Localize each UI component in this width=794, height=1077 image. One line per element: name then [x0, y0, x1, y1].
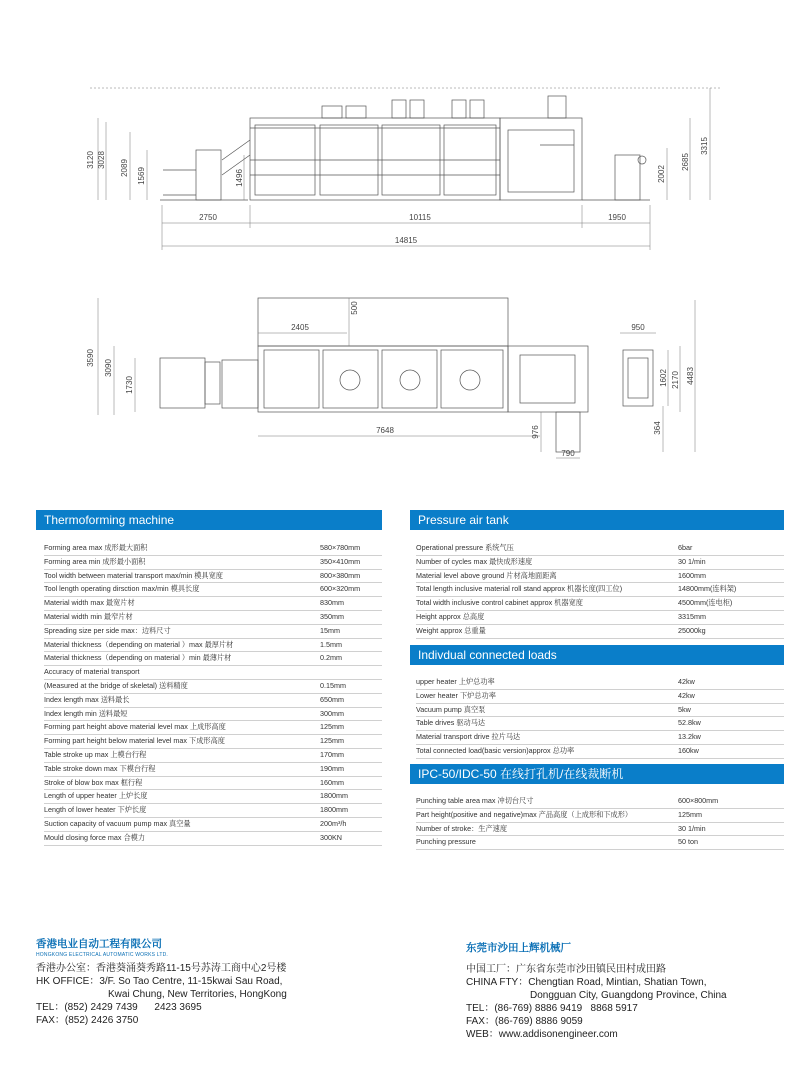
thermo-spec-table [44, 542, 382, 846]
spec-value: 190mm [320, 763, 344, 773]
spec-value: 25000kg [678, 625, 706, 635]
thermo-spec-row [44, 832, 382, 846]
spec-value: 6bar [678, 543, 693, 552]
dim-2405: 2405 [291, 323, 309, 332]
thermo-spec-row [44, 721, 382, 735]
top-view-dimension-lines [98, 298, 695, 458]
spec-label: Table drives 驱动马达 [416, 718, 486, 728]
spec-value: 42kw [678, 690, 695, 700]
spec-label: Forming area max 成形最大面积 [44, 543, 148, 552]
dim-1950: 1950 [608, 213, 626, 222]
dim-976: 976 [531, 425, 540, 439]
cn-fax: FAX：(86-769) 8886 9059 [466, 1016, 583, 1027]
spec-value: 125mm [320, 736, 344, 746]
spec-value: 15mm [320, 625, 340, 635]
hk-tel: TEL：(852) 2429 7439 2423 3695 [36, 1002, 202, 1013]
cn-factory-cn: 中国工厂：广东省东莞市沙田镇民田村成田路 [466, 964, 666, 975]
pressure-spec-table [416, 542, 784, 639]
spec-value: 5kw [678, 704, 691, 714]
dim-3315: 3315 [700, 137, 709, 155]
spec-label: Vacuum pump 真空泵 [416, 704, 486, 714]
cn-tel: TEL：(86-769) 8886 9419 8868 5917 [466, 1003, 638, 1014]
dim-950: 950 [631, 323, 645, 332]
thermo-spec-row [44, 749, 382, 763]
spec-label: Total length inclusive material roll stand approx 机器长度(四工位) [416, 584, 623, 594]
side-view-dimension-lines [90, 88, 720, 250]
spec-value: 30 1/min [678, 556, 706, 566]
dim-14815: 14815 [394, 236, 418, 245]
dim-2002: 2002 [657, 165, 666, 183]
spec-value: 1600mm [678, 570, 706, 580]
ipc-spec-row [416, 795, 784, 809]
spec-label: Accuracy of material transport [44, 667, 140, 677]
spec-value: 300mm [320, 708, 344, 718]
dim-500: 500 [350, 301, 359, 315]
loads-spec-row [416, 745, 784, 759]
spec-value: 1800mm [320, 791, 348, 801]
spec-label: Total connected load(basic version)approx 总功率 [416, 745, 575, 755]
spec-value: 800×380mm [320, 570, 361, 580]
dim-3590: 3590 [86, 349, 95, 367]
thermo-spec-row [44, 694, 382, 708]
thermo-spec-row [44, 639, 382, 653]
hk-company-name: 香港电业自动工程有限公司 [36, 938, 162, 950]
dim-1602: 1602 [659, 369, 668, 387]
dim-1569: 1569 [137, 167, 146, 185]
pressure-spec-row [416, 597, 784, 611]
spec-label: Material thickness（depending on material ）max 最厚片材 [44, 639, 234, 649]
loads-spec-row [416, 731, 784, 745]
dim-2750: 2750 [199, 213, 217, 222]
cn-company-name: 东莞市沙田上辉机械厂 [466, 942, 571, 954]
thermo-spec-row [44, 542, 382, 556]
spec-label: Total width inclusive control cabinet approx 机器宽度 [416, 598, 583, 608]
spec-value: 13.2kw [678, 732, 701, 742]
ipc-spec-table [416, 795, 784, 850]
spec-value: 14800mm(连料架) [678, 584, 737, 594]
loads-spec-row [416, 690, 784, 704]
thermo-spec-row [44, 680, 382, 694]
dim-1496: 1496 [235, 169, 244, 187]
hk-office-en-1: HK OFFICE：3/F. So Tao Centre, 11-15kwai Sau Road, [36, 976, 283, 987]
ipc-spec-row [416, 809, 784, 823]
spec-label: Index length min 送料最短 [44, 708, 128, 718]
spec-value: 350×410mm [320, 556, 361, 566]
spec-value: 600×320mm [320, 584, 361, 594]
spec-value: 125mm [678, 809, 702, 819]
thermo-spec-row [44, 556, 382, 570]
cn-company-block [466, 942, 786, 1041]
spec-value: 125mm [320, 722, 344, 732]
side-view-machine [160, 96, 650, 200]
spec-value: 0.15mm [320, 680, 346, 690]
spec-value: 1800mm [320, 805, 348, 815]
spec-value: 580×780mm [320, 543, 361, 552]
technical-drawing [0, 0, 794, 480]
spec-label: Material width min 最窄片材 [44, 611, 133, 621]
dim-3120: 3120 [86, 151, 95, 169]
spec-value: 170mm [320, 749, 344, 759]
hk-office-cn: 香港办公室：香港葵涌葵秀路11-15号苏涛工商中心2号楼 [36, 963, 287, 974]
spec-value: 30 1/min [678, 823, 706, 833]
thermo-spec-row [44, 666, 382, 680]
spec-value: 0.2mm [320, 653, 342, 663]
spec-label: Height approx 总高度 [416, 611, 485, 621]
dim-2685: 2685 [681, 153, 690, 171]
dim-2089: 2089 [120, 159, 129, 177]
spec-label: Part height(positive and negative)max 产品高度（上成形和下成形） [416, 809, 633, 819]
spec-label: Material thickness（depending on material ）min 最薄片材 [44, 653, 232, 663]
thermo-header: Thermoforming machine [36, 510, 382, 530]
thermo-spec-row [44, 583, 382, 597]
spec-label: Stroke of blow box max 框行程 [44, 777, 143, 787]
thermo-spec-row [44, 652, 382, 666]
spec-label: Tool width between material transport max/min 模具宽度 [44, 570, 223, 580]
spec-value: 650mm [320, 694, 344, 704]
spec-value: 350mm [320, 611, 344, 621]
thermo-spec-row [44, 570, 382, 584]
loads-header: Indivdual connected loads [410, 645, 784, 665]
loads-spec-row [416, 676, 784, 690]
loads-spec-row [416, 717, 784, 731]
spec-label: (Measured at the bridge of skeletal) 送料精度 [44, 680, 188, 690]
spec-label: Material width max 最宽片材 [44, 598, 135, 608]
dim-1730: 1730 [125, 376, 134, 394]
spec-label: Punching pressure [416, 837, 476, 847]
spec-value: 300KN [320, 832, 342, 842]
spec-value: 50 ton [678, 837, 698, 847]
spec-value: 52.8kw [678, 718, 701, 728]
spec-label: Forming part height above material level max 上成形高度 [44, 722, 226, 732]
cn-web: WEB：www.addisonengineer.com [466, 1029, 618, 1040]
loads-spec-table [416, 676, 784, 759]
spec-label: Number of cycles max 最快成形速度 [416, 556, 533, 566]
dim-4483: 4483 [686, 367, 695, 385]
thermo-spec-row [44, 625, 382, 639]
spec-label: Number of stroke：生产速度 [416, 823, 508, 833]
pressure-spec-row [416, 583, 784, 597]
dim-790: 790 [561, 449, 575, 458]
spec-label: Weight approx 总重量 [416, 625, 486, 635]
spec-value: 200m³/h [320, 818, 347, 828]
spec-label: Spreading size per side max：边料尺寸 [44, 625, 171, 635]
pressure-spec-row [416, 556, 784, 570]
hk-company-name-en: HONGKONG ELECTRICAL AUTOMATIC WORKS LTD. [36, 952, 168, 958]
ipc-spec-row [416, 823, 784, 837]
spec-label: Suction capacity of vacuum pump max 真空量 [44, 818, 191, 828]
ipc-spec-row [416, 836, 784, 850]
spec-label: Tool length operating dirsction max/min 模具长度 [44, 584, 200, 594]
cn-factory-en-2: Dongguan City, Guangdong Province, China [530, 990, 727, 1001]
thermo-spec-row [44, 735, 382, 749]
thermo-spec-row [44, 790, 382, 804]
spec-label: Lower heater 下炉总功率 [416, 690, 496, 700]
thermo-spec-row [44, 804, 382, 818]
spec-value: 160kw [678, 745, 699, 755]
spec-value: 42kw [678, 677, 695, 686]
hk-fax: FAX：(852) 2426 3750 [36, 1015, 139, 1026]
spec-label: Material level above ground 片材高地面距离 [416, 570, 557, 580]
hk-company-block [36, 938, 376, 1027]
spec-label: Operational pressure 系统气压 [416, 543, 514, 552]
spec-value: 4500mm(连电柜) [678, 598, 733, 608]
thermo-spec-row [44, 818, 382, 832]
pressure-header: Pressure air tank [410, 510, 784, 530]
pressure-spec-row [416, 542, 784, 556]
thermo-spec-row [44, 597, 382, 611]
pressure-spec-row [416, 570, 784, 584]
ipc-header: IPC-50/IDC-50 在线打孔机/在线裁断机 [410, 764, 784, 784]
spec-value: 3315mm [678, 611, 706, 621]
spec-label: Length of lower heater 下炉长度 [44, 805, 147, 815]
dim-364: 364 [653, 421, 662, 435]
spec-value: 830mm [320, 598, 344, 608]
spec-label: Mould closing force max 合模力 [44, 832, 146, 842]
thermo-spec-row [44, 611, 382, 625]
hk-office-en-2: Kwai Chung, New Territories, HongKong [108, 989, 287, 1000]
spec-label: Forming part height below material level max 下成形高度 [44, 736, 225, 746]
dim-7648: 7648 [376, 426, 394, 435]
cn-factory-en-1: CHINA FTY：Chengtian Road, Mintian, Shatian Town, [466, 977, 707, 988]
spec-value: 160mm [320, 777, 344, 787]
dim-3090: 3090 [104, 359, 113, 377]
dim-3028: 3028 [97, 151, 106, 169]
spec-label: Forming area min 成形最小面积 [44, 556, 146, 566]
spec-value: 600×800mm [678, 796, 719, 805]
loads-spec-row [416, 704, 784, 718]
thermo-spec-row [44, 763, 382, 777]
spec-value: 1.5mm [320, 639, 342, 649]
top-view-machine [160, 298, 653, 452]
spec-label: Table stroke up max 上模台行程 [44, 749, 147, 759]
thermo-spec-row [44, 708, 382, 722]
dim-2170: 2170 [671, 371, 680, 389]
pressure-spec-row [416, 611, 784, 625]
spec-label: Index length max 送料最长 [44, 694, 130, 704]
spec-label: Length of upper heater 上炉长度 [44, 791, 148, 801]
dim-10115: 10115 [409, 213, 431, 222]
pressure-spec-row [416, 625, 784, 639]
spec-label: Material transport drive 拉片马达 [416, 732, 521, 742]
thermo-spec-row [44, 777, 382, 791]
spec-label: Table stroke down max 下模台行程 [44, 763, 156, 773]
spec-label: upper heater 上炉总功率 [416, 677, 495, 686]
spec-label: Punching table area max 冲切台尺寸 [416, 796, 534, 805]
